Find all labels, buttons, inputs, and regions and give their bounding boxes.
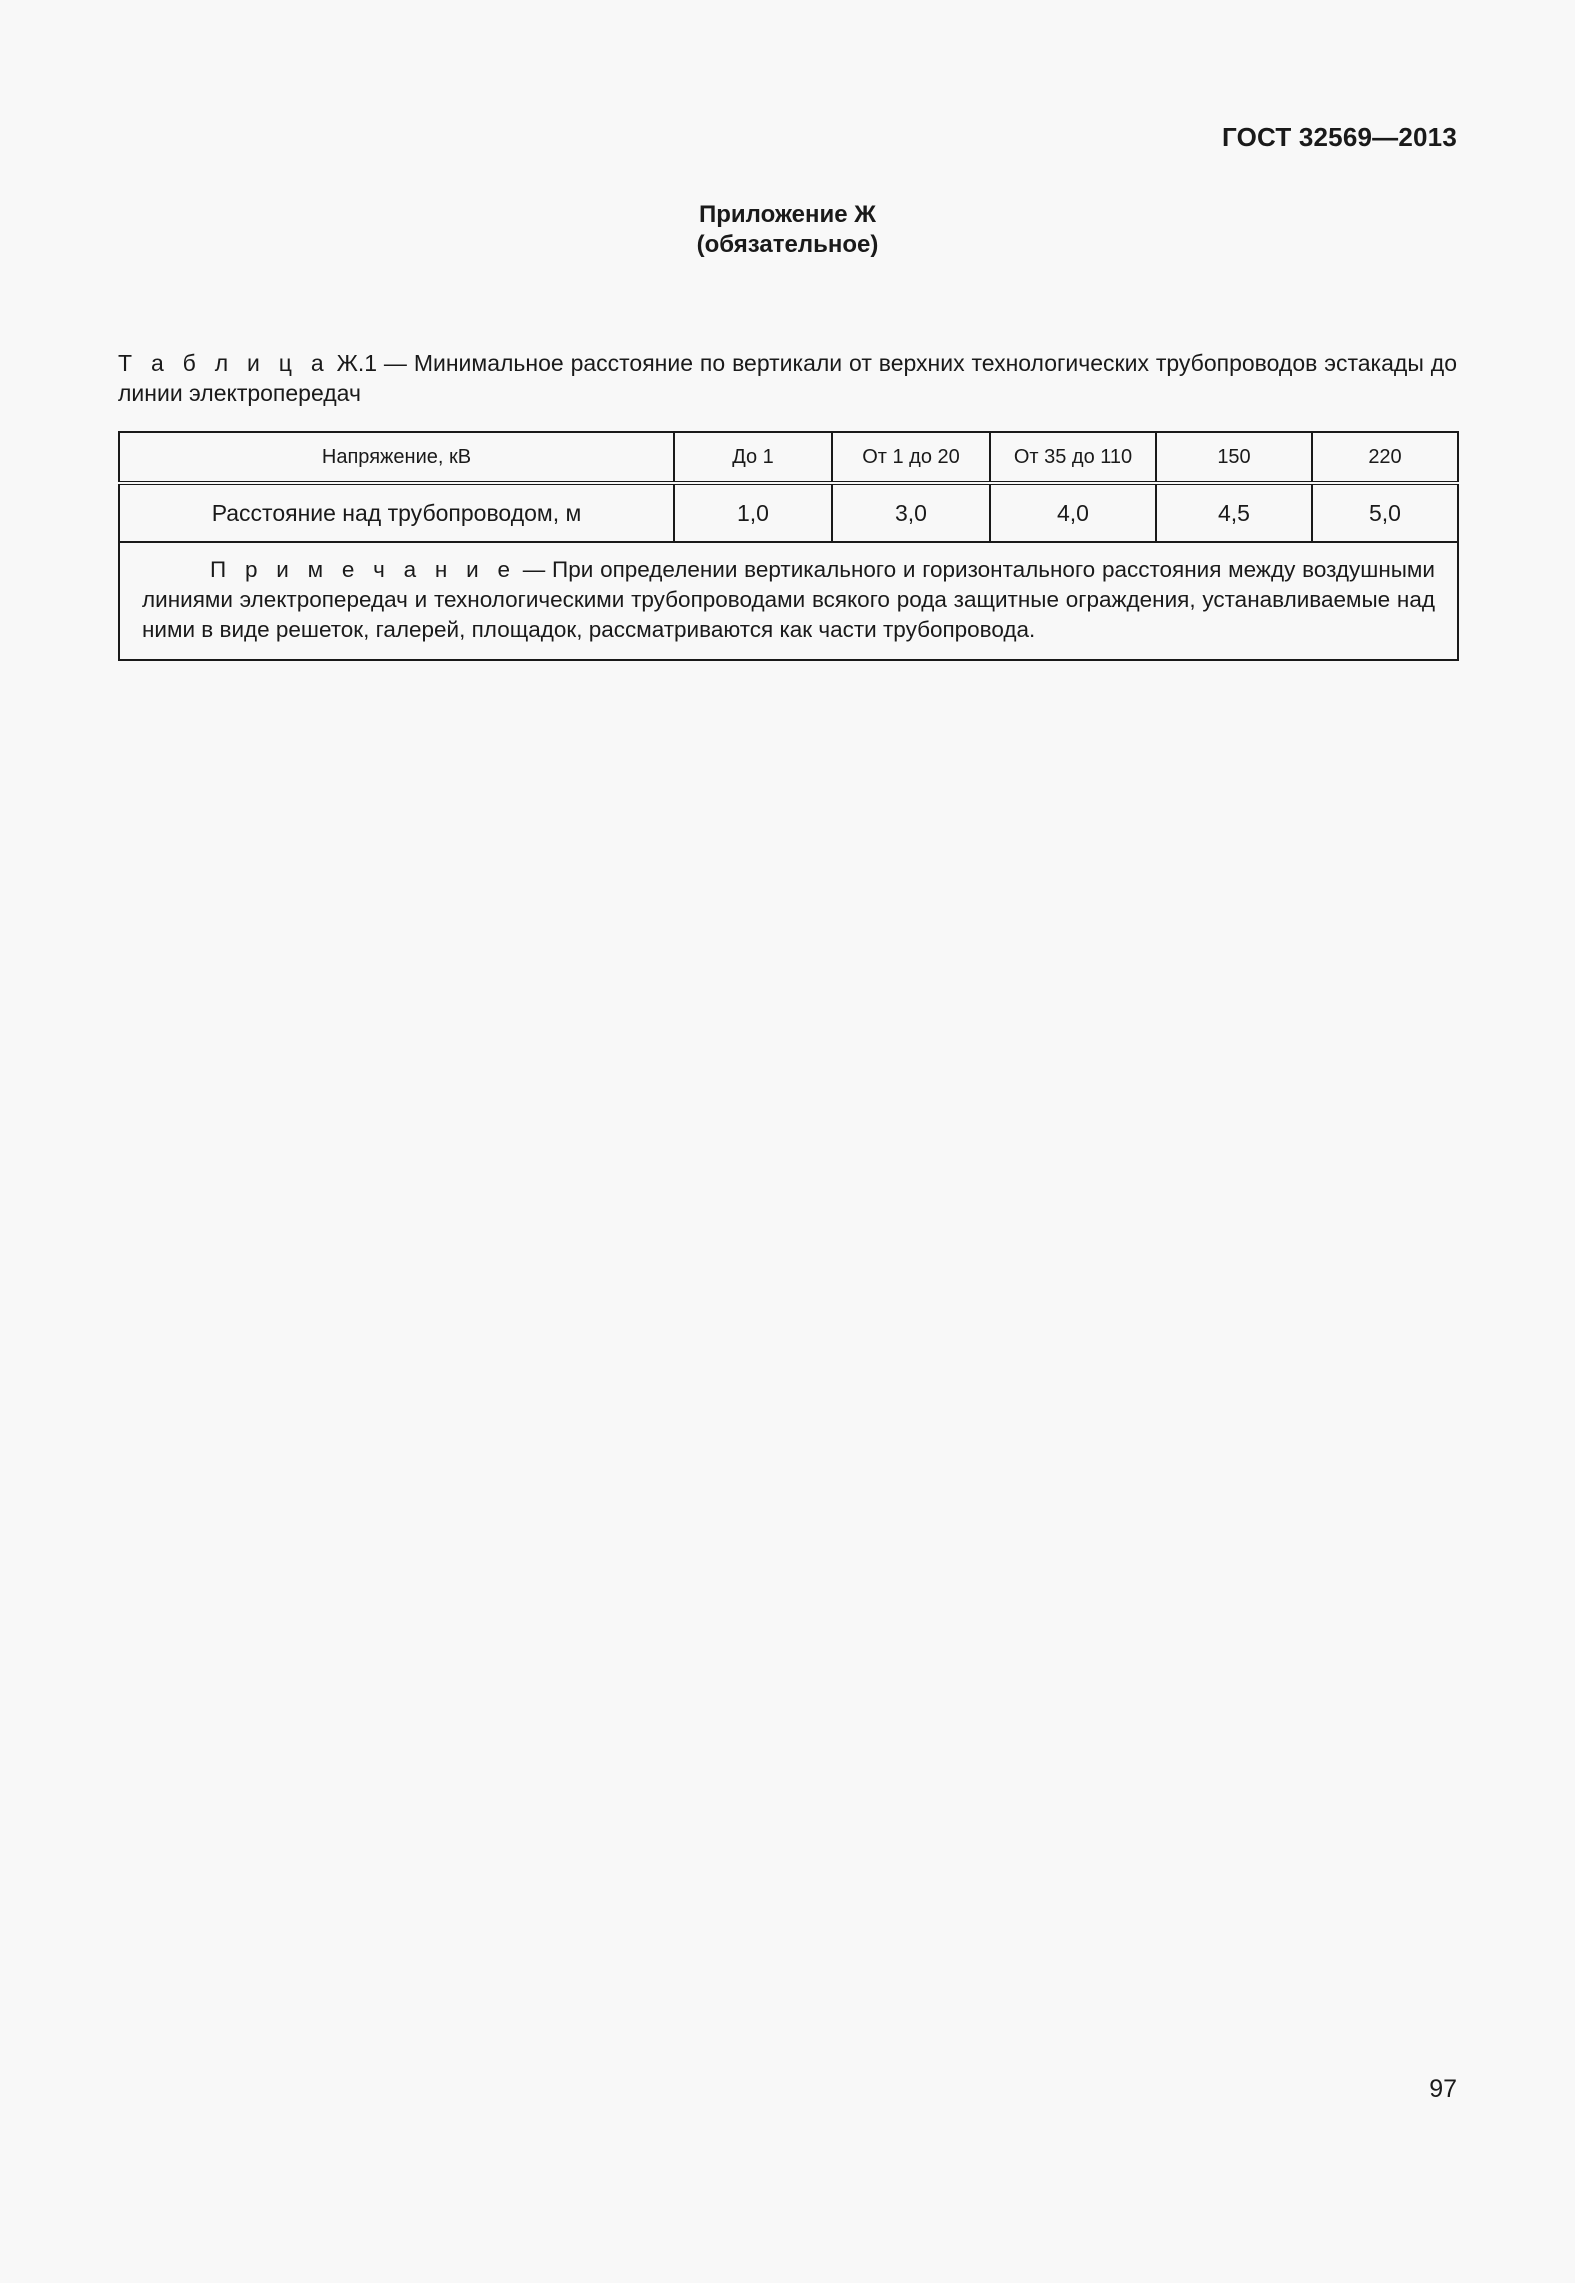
appendix-heading bbox=[0, 200, 1575, 260]
table-header-row bbox=[119, 432, 1458, 483]
table-cell-distance: 5,0 bbox=[1312, 483, 1458, 542]
appendix-subtitle: (обязательное) bbox=[696, 231, 879, 258]
note-prefix: П р и м е ч а н и е bbox=[210, 557, 516, 582]
distance-table bbox=[118, 431, 1459, 661]
header-cell-voltage: От 35 до 110 bbox=[990, 432, 1156, 483]
table-note-row bbox=[119, 542, 1458, 660]
header-cell-voltage: 150 bbox=[1156, 432, 1312, 483]
table-caption-text: Ж.1 — Минимальное расстояние по вертикали от верхних технологических трубопроводов эстакады до линии электропередач bbox=[118, 350, 1457, 406]
table-cell-distance: 1,0 bbox=[674, 483, 832, 542]
distance-table-container bbox=[118, 431, 1457, 661]
table-note-cell bbox=[119, 542, 1458, 660]
table-caption bbox=[118, 348, 1457, 408]
table-note bbox=[142, 555, 1435, 645]
table-caption-prefix: Т а б л и ц а bbox=[118, 350, 330, 376]
header-cell-voltage-label: Напряжение, кВ bbox=[119, 432, 674, 483]
header-cell-voltage: От 1 до 20 bbox=[832, 432, 990, 483]
table-row bbox=[119, 483, 1458, 542]
row-label-distance: Расстояние над трубопроводом, м bbox=[119, 483, 674, 542]
header-cell-voltage: До 1 bbox=[674, 432, 832, 483]
header-cell-voltage: 220 bbox=[1312, 432, 1458, 483]
appendix-title: Приложение Ж bbox=[699, 201, 876, 228]
document-code: ГОСТ 32569—2013 bbox=[1222, 122, 1457, 152]
table-cell-distance: 4,0 bbox=[990, 483, 1156, 542]
table-cell-distance: 4,5 bbox=[1156, 483, 1312, 542]
table-cell-distance: 3,0 bbox=[832, 483, 990, 542]
page-number: 97 bbox=[1429, 2075, 1457, 2103]
note-body: — При определении вертикального и горизонтального расстояния между воздушными линиями электропередач и технологическими трубопроводами всякого рода защитные ограждения, устанавливаемые над ними в виде решеток, галерей, площадок, рассматриваются как части трубопровода. bbox=[142, 557, 1435, 642]
